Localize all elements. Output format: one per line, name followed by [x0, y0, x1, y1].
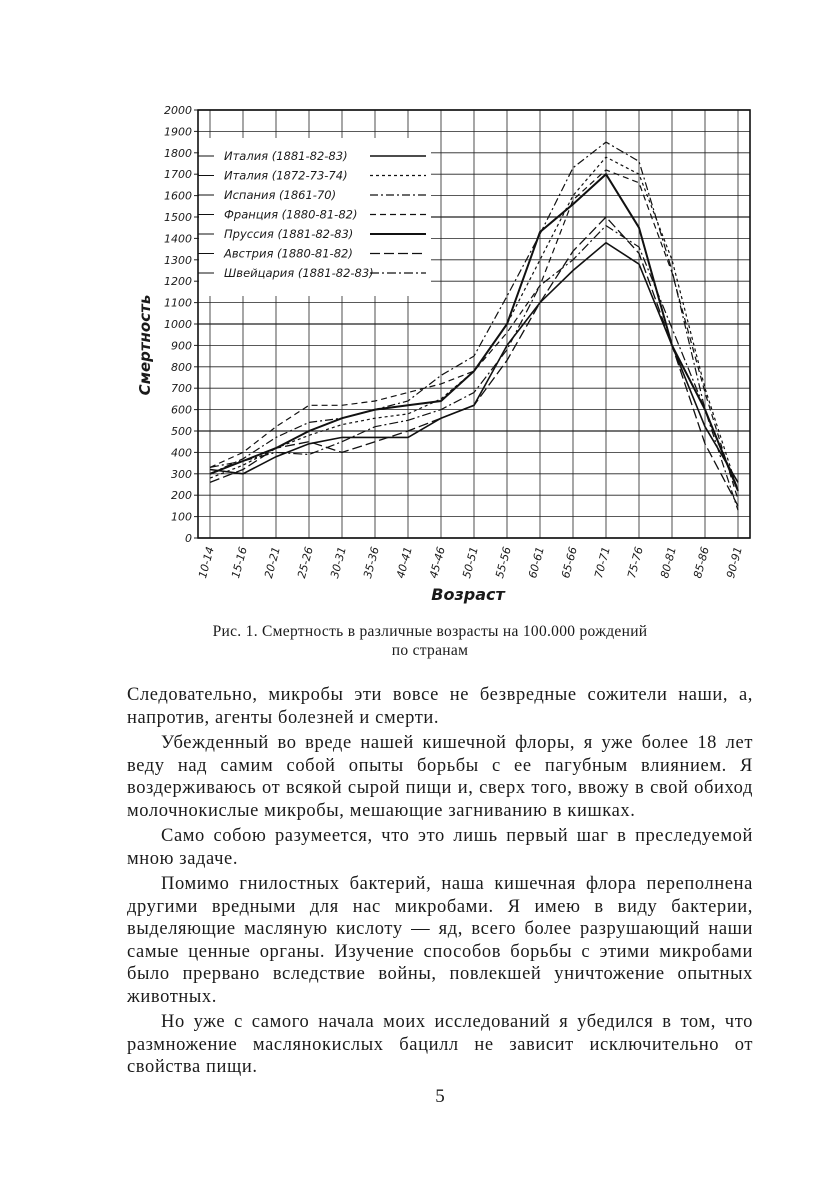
- y-tick-label: 400: [171, 446, 192, 460]
- legend-entry: Швейцария (1881-82-83): [224, 266, 374, 280]
- x-tick-label: 30-31: [328, 545, 349, 580]
- x-tick-label: 40-41: [394, 545, 415, 580]
- paragraph: Но уже с самого начала моих исследований я убедился в том, что размножение маслянокислых бацилл не зависит исключительно от свойства пищи.: [127, 1012, 753, 1077]
- y-tick-label: 700: [171, 382, 192, 396]
- legend-entry: Австрия (1880-81-82): [224, 246, 353, 261]
- x-tick-label: 55-56: [493, 545, 514, 580]
- y-axis-label: Смертность: [136, 294, 154, 396]
- y-tick-label: 1800: [164, 146, 192, 160]
- y-tick-label: 1500: [164, 211, 192, 224]
- x-tick-label: 45-46: [427, 545, 448, 580]
- paragraph: Убежденный во вреде нашей кишечной флоры, я уже более 18 лет веду над самим собой опыты борьбы с ее пагубным влиянием. Я воздерживаюсь от всякой сырой пищи и, сверх того, ввожу в свой обиход молочнокислые микробы, мешающие загниванию в кишках.: [127, 733, 753, 821]
- x-tick-label: 90-91: [724, 545, 745, 580]
- x-tick-label: 80-81: [658, 545, 679, 580]
- paragraph: Помимо гнилостных бактерий, наша кишечная флора переполнена другими вредными для нас микробами. Я имею в виду бактерии, выделяющие масляную кислоту — яд, всего более разрушающий наши самые ценные органы. Изучение способов борьбы с этими микробами было прервано вследствие войны, повлекшей уничтожение опытных животных.: [127, 874, 753, 1007]
- paragraph: Следовательно, микробы эти вовсе не безвредные сожители наши, а, напротив, агенты болезней и смерти.: [127, 685, 753, 728]
- y-tick-label: 1100: [164, 296, 192, 310]
- y-tick-label: 1700: [164, 168, 192, 182]
- x-tick-label: 70-71: [592, 545, 613, 580]
- y-tick-labels: [164, 104, 192, 545]
- page-number: 5: [435, 1086, 445, 1107]
- figure-caption: [150, 622, 710, 660]
- paragraph: Само собою разумеется, что это лишь первый шаг в преследуемой мною задаче.: [127, 826, 753, 869]
- chart-legend: [198, 138, 431, 296]
- x-tick-label: 75-76: [625, 545, 646, 580]
- y-tick-label: 1400: [164, 232, 192, 246]
- x-tick-label: 50-51: [460, 545, 481, 580]
- legend-entry: Пруссия (1881-82-83): [224, 227, 354, 241]
- x-tick-label: 65-66: [559, 545, 580, 580]
- y-tick-label: 1200: [164, 275, 192, 289]
- y-tick-label: 100: [171, 510, 192, 524]
- y-tick-label: 300: [171, 467, 192, 481]
- x-tick-label: 10-14: [196, 545, 217, 580]
- legend-entry: Испания (1861-70): [224, 188, 337, 202]
- y-tick-label: 800: [171, 360, 192, 374]
- x-tick-label: 35-36: [361, 545, 382, 580]
- x-tick-label: 15-16: [229, 545, 250, 580]
- y-tick-label: 0: [185, 532, 192, 545]
- y-tick-label: 1900: [164, 125, 192, 139]
- legend-entry: Италия (1872-73-74): [224, 168, 348, 183]
- caption-line-1: Рис. 1. Смертность в различные возрасты на 100.000 рождений: [212, 623, 648, 640]
- caption-line-2: по странам: [391, 642, 469, 659]
- x-tick-labels: [196, 545, 745, 579]
- y-tick-label: 1300: [164, 253, 192, 267]
- x-tick-label: 60-61: [526, 545, 547, 580]
- x-tick-label: 20-21: [262, 545, 283, 580]
- y-tick-label: 2000: [164, 104, 192, 117]
- x-tick-label: 25-26: [295, 545, 316, 580]
- y-tick-label: 600: [171, 403, 192, 417]
- y-tick-label: 900: [171, 339, 192, 353]
- mortality-chart: [120, 100, 760, 610]
- y-tick-label: 1600: [164, 189, 192, 203]
- y-tick-label: 200: [171, 489, 192, 503]
- legend-entry: Франция (1880-81-82): [224, 207, 358, 222]
- y-tick-label: 500: [171, 425, 192, 438]
- body-text: [127, 684, 753, 1082]
- x-axis-label: Возраст: [431, 585, 505, 604]
- x-tick-label: 85-86: [691, 545, 712, 580]
- y-tick-label: 1000: [164, 318, 192, 331]
- legend-entry: Италия (1881-82-83): [224, 149, 348, 163]
